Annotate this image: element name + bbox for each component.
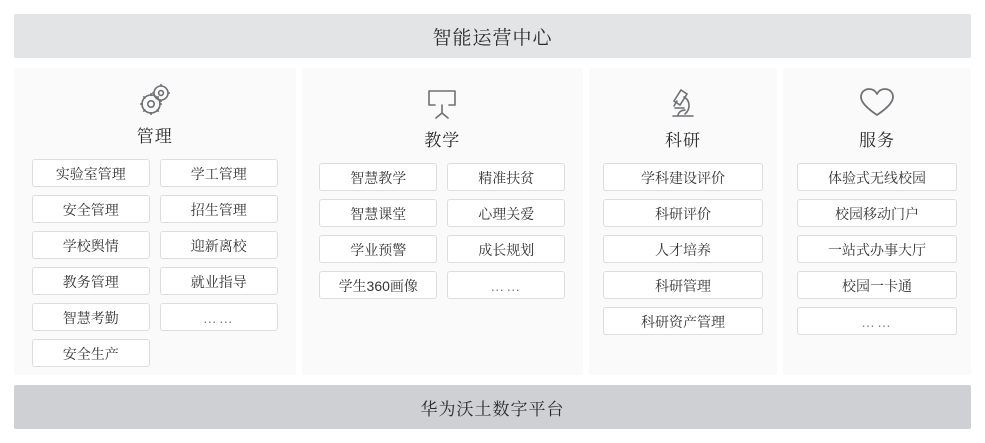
tile[interactable]: 科研评价 bbox=[603, 199, 763, 227]
header-bar bbox=[14, 14, 971, 58]
column-research bbox=[589, 68, 777, 375]
column-title-research: 科研 bbox=[665, 131, 701, 150]
tile-more[interactable]: …… bbox=[447, 271, 565, 299]
tiles-teaching bbox=[316, 163, 570, 299]
column-title-manage: 管理 bbox=[136, 127, 173, 146]
tile[interactable]: 心理关爱 bbox=[447, 199, 565, 227]
tile[interactable]: 科研管理 bbox=[603, 271, 763, 299]
tile[interactable]: 校园一卡通 bbox=[797, 271, 957, 299]
tile[interactable]: 就业指导 bbox=[160, 267, 278, 295]
tile[interactable]: 精准扶贫 bbox=[447, 163, 565, 191]
platform-title: 华为沃土数字平台 bbox=[420, 399, 565, 419]
tile[interactable]: 智慧考勤 bbox=[32, 303, 150, 331]
column-title-service: 服务 bbox=[859, 131, 895, 150]
page-title: 智能运营中心 bbox=[432, 27, 553, 49]
tile[interactable]: 安全生产 bbox=[32, 339, 150, 367]
column-teaching bbox=[302, 68, 584, 375]
tiles-research bbox=[603, 163, 763, 335]
tile[interactable]: 学校舆情 bbox=[32, 231, 150, 259]
tile[interactable]: 成长规划 bbox=[447, 235, 565, 263]
microscope-icon bbox=[667, 82, 699, 124]
tile[interactable]: 科研资产管理 bbox=[603, 307, 763, 335]
tile-more[interactable]: …… bbox=[797, 307, 957, 335]
heart-icon bbox=[858, 82, 896, 124]
tile[interactable]: 学科建设评价 bbox=[603, 163, 763, 191]
tile[interactable]: 实验室管理 bbox=[32, 159, 150, 187]
tile[interactable]: 一站式办事大厅 bbox=[797, 235, 957, 263]
tile[interactable]: 学业预警 bbox=[319, 235, 437, 263]
columns-container bbox=[14, 68, 971, 375]
tile[interactable]: 学工管理 bbox=[160, 159, 278, 187]
tile[interactable]: 教务管理 bbox=[32, 267, 150, 295]
footer-bar bbox=[14, 385, 971, 429]
tile[interactable]: 安全管理 bbox=[32, 195, 150, 223]
tile[interactable]: 体验式无线校园 bbox=[797, 163, 957, 191]
column-service bbox=[783, 68, 971, 375]
tile[interactable]: 迎新离校 bbox=[160, 231, 278, 259]
column-manage bbox=[14, 68, 296, 375]
tile[interactable]: 智慧教学 bbox=[319, 163, 437, 191]
tile[interactable]: 校园移动门户 bbox=[797, 199, 957, 227]
tile[interactable]: 智慧课堂 bbox=[319, 199, 437, 227]
tile-more[interactable]: …… bbox=[160, 303, 278, 331]
tile[interactable]: 学生360画像 bbox=[319, 271, 437, 299]
tile[interactable]: 人才培养 bbox=[603, 235, 763, 263]
gears-icon bbox=[135, 82, 175, 120]
tiles-manage bbox=[28, 159, 282, 367]
whiteboard-icon bbox=[423, 82, 461, 124]
tile[interactable]: 招生管理 bbox=[160, 195, 278, 223]
tiles-service bbox=[797, 163, 957, 335]
column-title-teaching: 教学 bbox=[424, 131, 461, 150]
